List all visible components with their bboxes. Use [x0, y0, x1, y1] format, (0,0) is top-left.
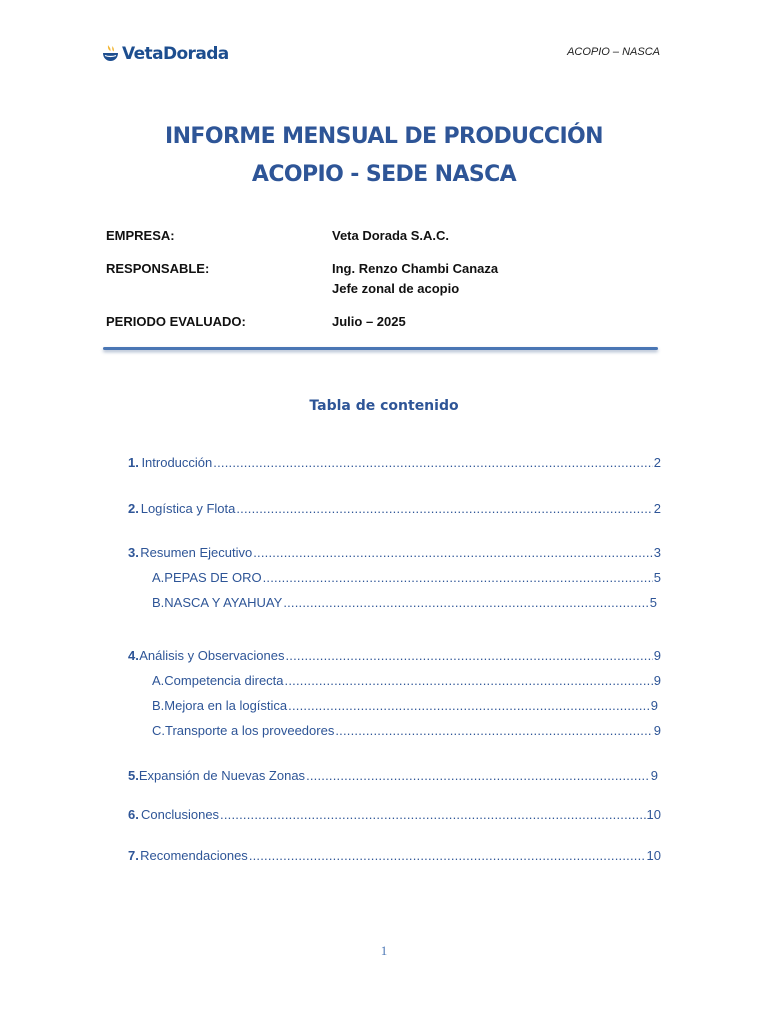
toc-item-page: 2 — [653, 455, 661, 470]
toc-item-number: A. — [152, 570, 165, 585]
toc-leader-dots — [335, 723, 652, 738]
toc-item-label: Introducción — [141, 455, 213, 470]
toc-item-label: Mejora en la logística — [164, 698, 288, 713]
toc-item-number: 4. — [128, 648, 139, 663]
company-logo — [102, 42, 229, 66]
toc-item-page: 10 — [646, 807, 661, 822]
toc-item-label: NASCA Y AYAHUAY — [164, 595, 283, 610]
toc-subitem-nasca-ayahuay[interactable] — [152, 595, 657, 613]
toc-item-page: 5 — [653, 570, 661, 585]
toc-leader-dots — [220, 807, 645, 822]
empresa-value: Veta Dorada S.A.C. — [332, 228, 450, 243]
toc-item-number: C. — [152, 723, 165, 738]
report-subtitle: ACOPIO - SEDE NASCA — [251, 162, 517, 187]
toc-item-label: Competencia directa — [164, 673, 284, 688]
toc-leader-dots — [253, 545, 653, 560]
toc-item-page: 5 — [649, 595, 657, 610]
toc-subitem-mejora-logistica[interactable] — [152, 698, 658, 716]
toc-leader-dots — [306, 768, 650, 783]
toc-title: Tabla de contenido — [309, 398, 459, 414]
toc-subitem-pepas-de-oro[interactable] — [152, 570, 661, 588]
header-section-label: ACOPIO – NASCA — [567, 46, 660, 58]
toc-subitem-competencia[interactable] — [152, 673, 661, 691]
toc-item-page: 9 — [653, 673, 661, 688]
toc-item-number: B. — [152, 595, 165, 610]
toc-item-analisis[interactable] — [128, 648, 661, 666]
toc-item-recomendaciones[interactable] — [128, 848, 661, 866]
periodo-value: Julio – 2025 — [332, 314, 406, 329]
toc-item-number: 2. — [128, 501, 139, 516]
responsable-role: Jefe zonal de acopio — [332, 281, 460, 296]
toc-item-page: 9 — [650, 698, 658, 713]
toc-leader-dots — [236, 501, 652, 516]
report-title: INFORME MENSUAL DE PRODUCCIÓN — [165, 124, 603, 149]
toc-item-page: 10 — [646, 848, 661, 863]
toc-item-number: A. — [152, 673, 165, 688]
toc-item-expansion[interactable] — [128, 768, 658, 786]
toc-item-number: 3. — [128, 545, 139, 560]
toc-item-label: PEPAS DE ORO — [164, 570, 262, 585]
toc-item-page: 9 — [653, 723, 661, 738]
responsable-label: RESPONSABLE: — [106, 261, 210, 276]
page-number: 1 — [380, 943, 388, 958]
toc-leader-dots — [213, 455, 653, 470]
toc-leader-dots — [249, 848, 646, 863]
toc-item-introduccion[interactable] — [128, 455, 661, 473]
toc-item-label: Análisis y Observaciones — [139, 648, 285, 663]
toc-item-page: 9 — [650, 768, 658, 783]
toc-item-label: Recomendaciones — [140, 848, 248, 863]
toc-item-resumen[interactable] — [128, 545, 661, 563]
logo-text: VetaDorada — [122, 44, 229, 64]
section-divider — [103, 347, 658, 350]
toc-item-page: 3 — [653, 545, 661, 560]
toc-item-label: Transporte a los proveedores — [165, 723, 335, 738]
toc-item-number: B. — [152, 698, 165, 713]
toc-item-conclusiones[interactable] — [128, 807, 661, 825]
empresa-label: EMPRESA: — [106, 228, 175, 243]
toc-item-number: 7. — [128, 848, 139, 863]
toc-item-logistica[interactable] — [128, 501, 661, 519]
toc-item-number: 1. — [128, 455, 139, 470]
toc-item-label: Conclusiones — [141, 807, 220, 822]
toc-item-number: 5. — [128, 768, 139, 783]
toc-item-label: Expansión de Nuevas Zonas — [138, 768, 306, 783]
toc-leader-dots — [283, 595, 648, 610]
toc-leader-dots — [285, 648, 652, 663]
periodo-label: PERIODO EVALUADO: — [106, 314, 246, 329]
toc-item-label: Logística y Flota — [140, 501, 236, 516]
toc-leader-dots — [263, 570, 653, 585]
logo-mark-icon — [102, 44, 119, 64]
toc-item-label: Resumen Ejecutivo — [140, 545, 253, 560]
toc-leader-dots — [288, 698, 650, 713]
toc-leader-dots — [285, 673, 653, 688]
toc-subitem-transporte[interactable] — [152, 723, 661, 741]
toc-item-number: 6. — [128, 807, 139, 822]
responsable-name: Ing. Renzo Chambi Canaza — [332, 261, 499, 276]
toc-item-page: 2 — [653, 501, 661, 516]
toc-item-page: 9 — [653, 648, 661, 663]
